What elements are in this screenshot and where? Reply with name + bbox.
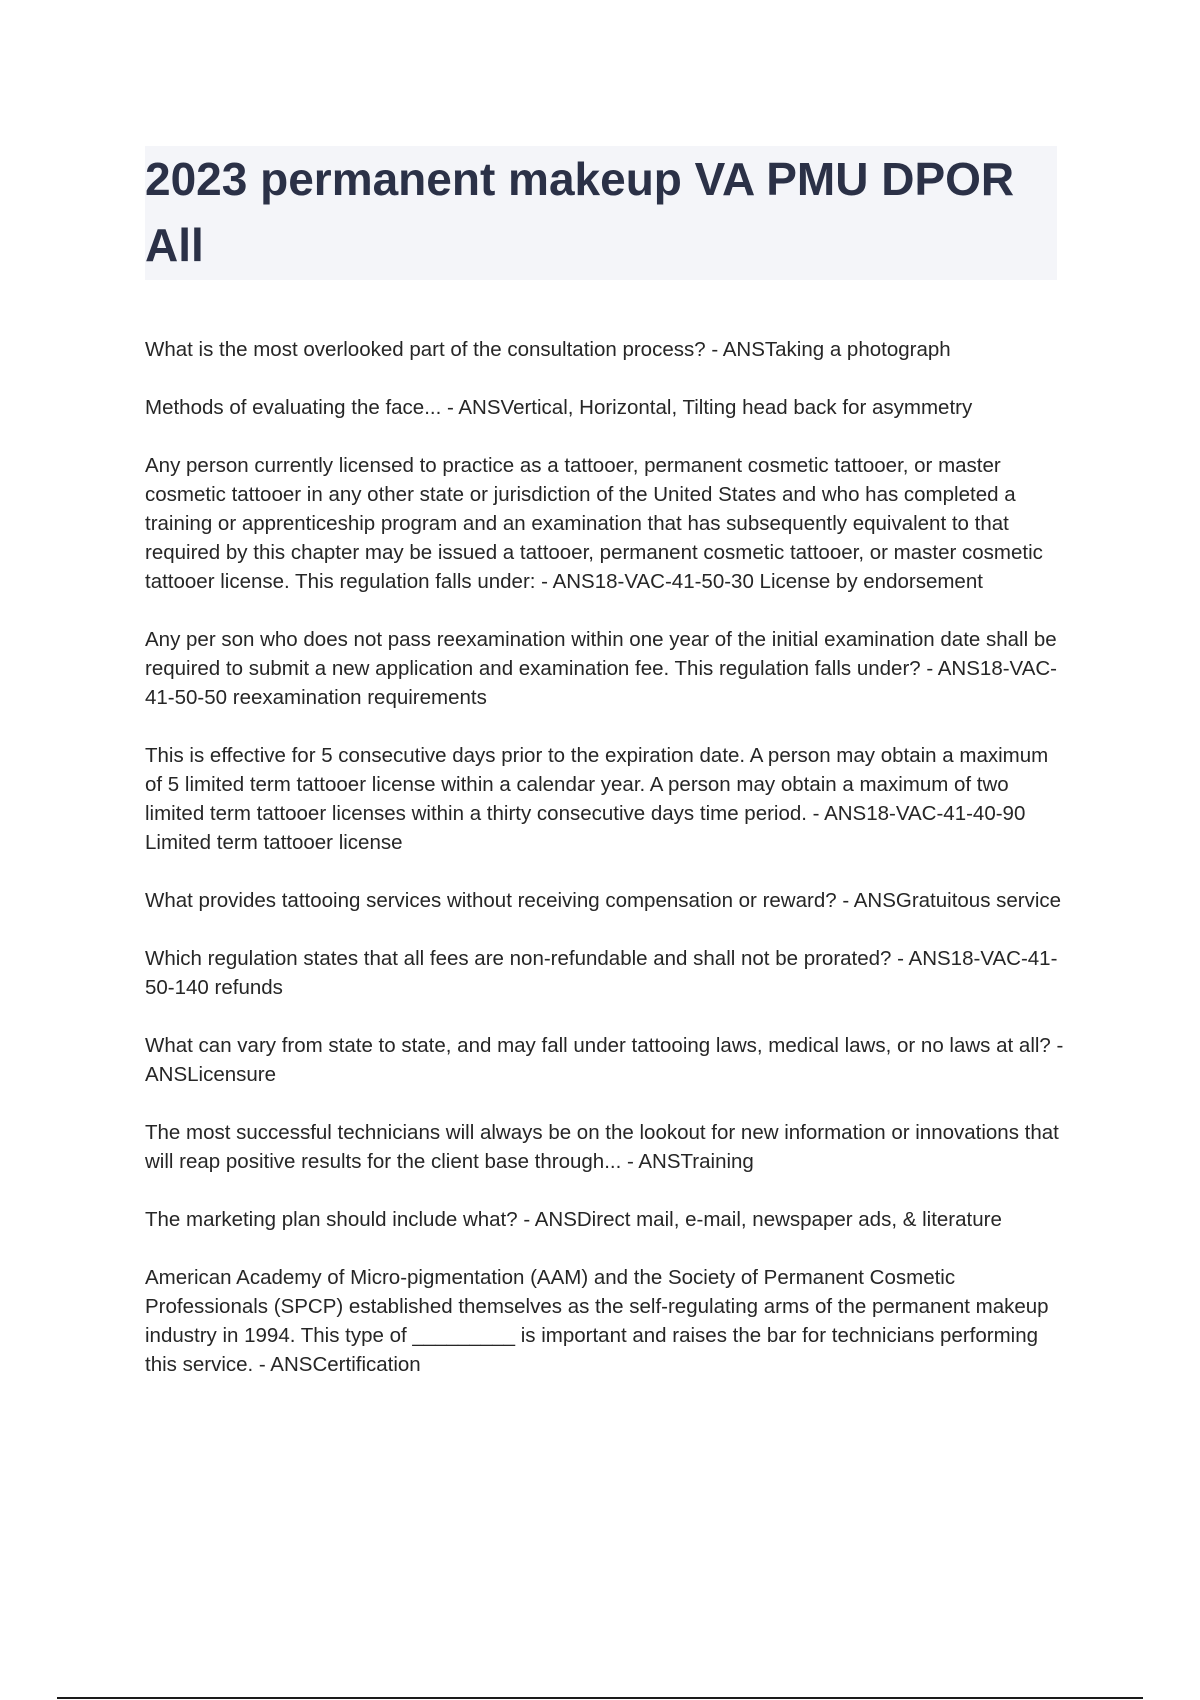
qa-item: What is the most overlooked part of the consultation process? - ANSTaking a photograph [145,338,951,361]
qa-item: What provides tattooing services without receiving compensation or reward? - ANSGratuitous service [145,889,1062,912]
qa-item: Methods of evaluating the face... - ANSVertical, Horizontal, Tilting head back for asymmetry [145,396,973,419]
document-title: 2023 permanent makeup VA PMU DPOR All [145,153,1015,271]
title-banner [145,146,1057,280]
qa-item: Which regulation states that all fees are non-refundable and shall not be prorated? - ANS18-VAC-41-50-140 refunds [145,947,1058,999]
qa-item: What can vary from state to state, and may fall under tattooing laws, medical laws, or no laws at all? - ANSLicensure [145,1034,1064,1086]
qa-item: This is effective for 5 consecutive days prior to the expiration date. A person may obtain a maximum of 5 limited term tattooer license within a calendar year. A person may obtain a maximum of two limited term tattooer licenses within a thirty consecutive days time period. - ANS18-VAC-41-40-90 Limited term tattooer license [145,744,1049,854]
qa-item: The most successful technicians will always be on the lookout for new information or innovations that will reap positive results for the client base through... - ANSTraining [145,1121,1059,1173]
footer-divider [57,1697,1143,1699]
qa-item: Any per son who does not pass reexamination within one year of the initial examination date shall be required to submit a new application and examination fee. This regulation falls under? - ANS18-VAC-41-50-50 reexamination requirements [145,628,1057,709]
qa-item: American Academy of Micro-pigmentation (AAM) and the Society of Permanent Cosmetic Professionals (SPCP) established themselves as the self-regulating arms of the permanent makeup industry in 1994. This type of _________ is important and raises the bar for technicians performing this service. - ANSCertification [145,1266,1049,1376]
qa-list [145,335,1065,1408]
qa-item: Any person currently licensed to practice as a tattooer, permanent cosmetic tattooer, or master cosmetic tattooer in any other state or jurisdiction of the United States and who has completed a training or apprenticeship program and an examination that has subsequently equivalent to that required by this chapter may be issued a tattooer, permanent cosmetic tattooer, or master cosmetic tattooer license. This regulation falls under: - ANS18-VAC-41-50-30 License by endorsement [145,454,1043,593]
qa-item: The marketing plan should include what? - ANSDirect mail, e-mail, newspaper ads, & literature [145,1208,1002,1231]
